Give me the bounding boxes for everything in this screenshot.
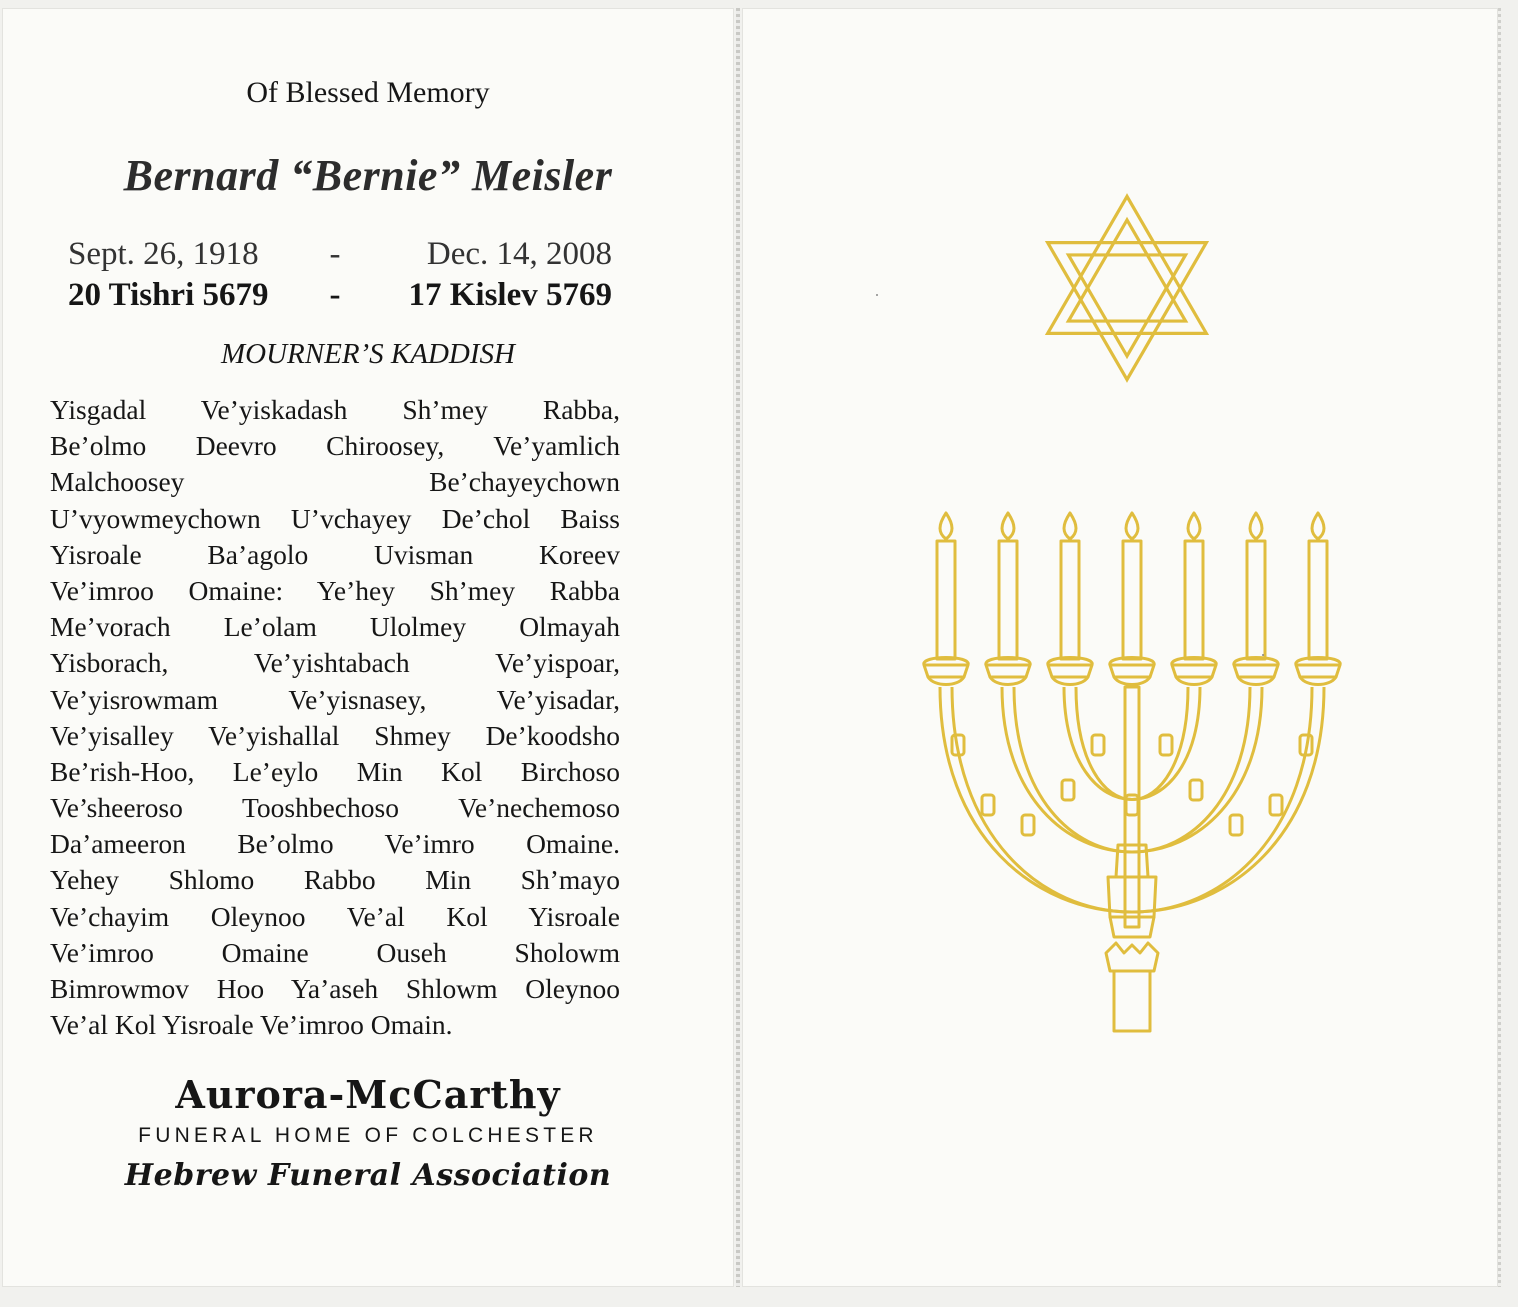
funeral-association: Hebrew Funeral Association bbox=[124, 1158, 612, 1193]
kaddish-line: Da’ameeron Be’olmo Ve’imro Omaine. bbox=[50, 828, 620, 860]
kaddish-line: Me’vorach Le’olam Ulolmey Olmayah bbox=[50, 611, 620, 643]
kaddish-line: Yisgadal Ve’yiskadash Sh’mey Rabba, bbox=[50, 394, 620, 425]
kaddish-title: MOURNER’S KADDISH bbox=[221, 338, 515, 370]
funeral-home-name: Aurora-McCarthy bbox=[175, 1072, 561, 1117]
menorah-icon bbox=[918, 505, 1346, 1035]
card-left-panel bbox=[2, 8, 734, 1287]
hebrew-birth-date: 20 Tishri 5679 bbox=[68, 277, 269, 313]
civil-death-date: Dec. 14, 2008 bbox=[426, 236, 612, 272]
civil-dates-row bbox=[50, 236, 620, 276]
hebrew-dates-row bbox=[50, 277, 620, 317]
kaddish-line: Be’rish-Hoo, Le’eylo Min Kol Birchoso bbox=[50, 755, 620, 787]
kaddish-line: Be’olmo Deevro Chiroosey, Ve’yamlich bbox=[50, 430, 620, 462]
civil-birth-date: Sept. 26, 1918 bbox=[68, 236, 259, 272]
scan-speck bbox=[876, 294, 878, 296]
star-of-david-icon bbox=[1042, 188, 1212, 388]
scan-speck bbox=[1262, 654, 1264, 656]
kaddish-line: U’vyowmeychown U’vchayey De’chol Baiss bbox=[50, 502, 620, 534]
kaddish-line: Ve’sheeroso Tooshbechoso Ve’nechemoso bbox=[50, 792, 620, 824]
funeral-home-subtitle: FUNERAL HOME OF COLCHESTER bbox=[138, 1124, 598, 1147]
hebrew-death-date: 17 Kislev 5769 bbox=[408, 277, 612, 313]
kaddish-line: Yisborach, Ve’yishtabach Ve’yispoar, bbox=[50, 647, 620, 679]
kaddish-line: Malchoosey Be’chayeychown bbox=[50, 466, 620, 498]
date-separator: - bbox=[329, 236, 341, 272]
kaddish-line: Ve’al Kol Yisroale Ve’imroo Omain. bbox=[50, 1009, 453, 1041]
kaddish-line: Ve’yisrowmam Ve’yisnasey, Ve’yisadar, bbox=[50, 683, 620, 715]
kaddish-line: Bimrowmov Hoo Ya’aseh Shlowm Oleynoo bbox=[50, 973, 620, 1004]
kaddish-line: Ve’imroo Omaine Ouseh Sholowm bbox=[50, 936, 620, 968]
deceased-name: Bernard “Bernie” Meisler bbox=[123, 151, 613, 200]
card-edge bbox=[1498, 8, 1501, 1287]
kaddish-line: Ve’yisalley Ve’yishallal Shmey De’koodsho bbox=[50, 719, 620, 751]
kaddish-line: Yehey Shlomo Rabbo Min Sh’mayo bbox=[50, 864, 620, 896]
memory-heading: Of Blessed Memory bbox=[246, 76, 490, 109]
kaddish-line: Yisroale Ba’agolo Uvisman Koreev bbox=[50, 538, 620, 570]
kaddish-text bbox=[50, 392, 620, 1043]
kaddish-line: Ve’chayim Oleynoo Ve’al Kol Yisroale bbox=[50, 900, 620, 932]
fold-line bbox=[736, 8, 740, 1287]
kaddish-line: Ve’imroo Omaine: Ye’hey Sh’mey Rabba bbox=[50, 574, 620, 606]
date-separator: - bbox=[329, 277, 341, 313]
